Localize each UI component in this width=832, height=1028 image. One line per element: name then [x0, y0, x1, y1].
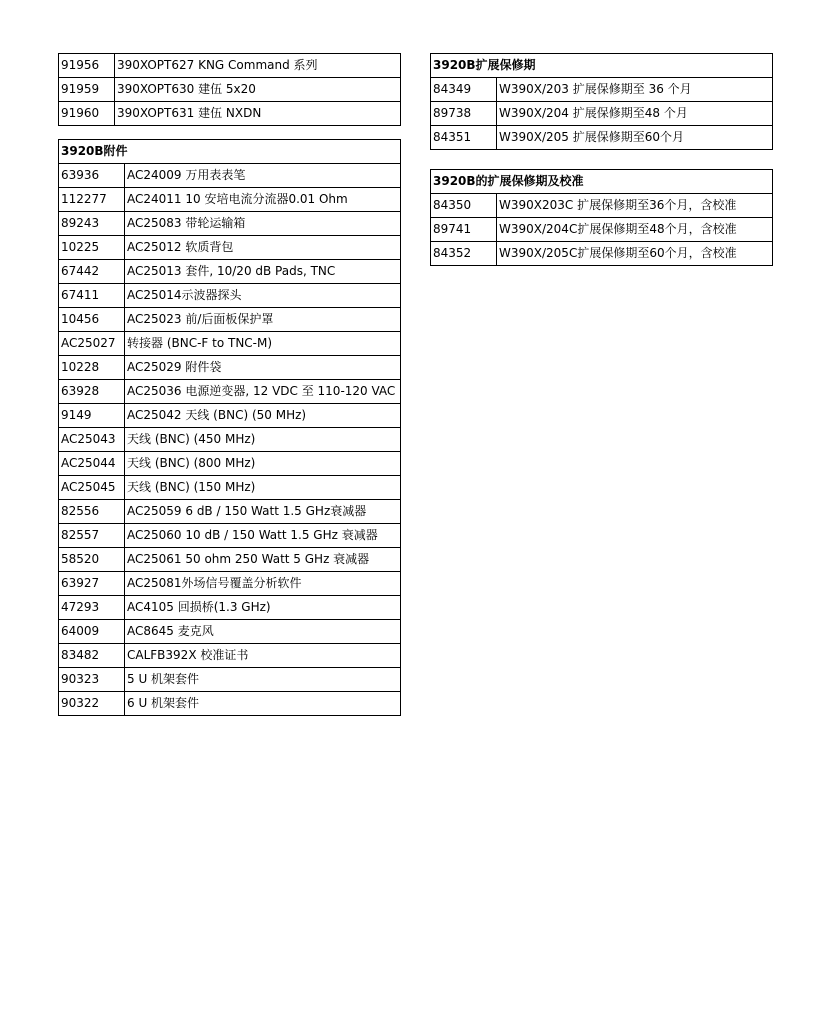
description-cell: AC4105 回损桥(1.3 GHz) — [125, 596, 401, 620]
part-number-cell: 47293 — [59, 596, 125, 620]
accessories-title: 3920B附件 — [59, 140, 401, 164]
table-row — [59, 284, 401, 308]
description-cell: AC25061 50 ohm 250 Watt 5 GHz 衰减器 — [125, 548, 401, 572]
table-row — [59, 548, 401, 572]
table-row — [59, 524, 401, 548]
part-number-cell: 91956 — [59, 54, 115, 78]
description-cell: AC25081外场信号覆盖分析软件 — [125, 572, 401, 596]
table-row — [59, 164, 401, 188]
table-row — [431, 194, 773, 218]
table-row — [59, 596, 401, 620]
table-row — [59, 260, 401, 284]
part-number-cell: 10456 — [59, 308, 125, 332]
table-row — [59, 404, 401, 428]
description-cell: W390X/204 扩展保修期至48 个月 — [497, 102, 773, 126]
part-number-cell: 9149 — [59, 404, 125, 428]
description-cell: AC25014示波器探头 — [125, 284, 401, 308]
accessories-table — [58, 139, 401, 716]
part-number-cell: 83482 — [59, 644, 125, 668]
part-number-cell: 63927 — [59, 572, 125, 596]
description-cell: 天线 (BNC) (800 MHz) — [125, 452, 401, 476]
table-header-row — [431, 170, 773, 194]
table-row — [59, 572, 401, 596]
table-row — [59, 620, 401, 644]
table-row — [59, 332, 401, 356]
option-table — [58, 53, 401, 126]
part-number-cell: 82556 — [59, 500, 125, 524]
table-row — [431, 78, 773, 102]
description-cell: 390XOPT630 建伍 5x20 — [115, 78, 401, 102]
table-row — [59, 668, 401, 692]
description-cell: 5 U 机架套件 — [125, 668, 401, 692]
part-number-cell: AC25027 — [59, 332, 125, 356]
part-number-cell: 63928 — [59, 380, 125, 404]
warranty-calibration-title: 3920B的扩展保修期及校准 — [431, 170, 773, 194]
part-number-cell: 10228 — [59, 356, 125, 380]
accessories-table-body — [59, 140, 401, 716]
part-number-cell: 84349 — [431, 78, 497, 102]
description-cell: 转接器 (BNC-F to TNC-M) — [125, 332, 401, 356]
table-row — [59, 54, 401, 78]
part-number-cell: 64009 — [59, 620, 125, 644]
part-number-cell: 84351 — [431, 126, 497, 150]
table-row — [59, 380, 401, 404]
part-number-cell: 90322 — [59, 692, 125, 716]
description-cell: AC25083 带轮运输箱 — [125, 212, 401, 236]
table-row — [59, 102, 401, 126]
part-number-cell: 67411 — [59, 284, 125, 308]
table-row — [59, 356, 401, 380]
description-cell: AC25059 6 dB / 150 Watt 1.5 GHz衰减器 — [125, 500, 401, 524]
warranty-title: 3920B扩展保修期 — [431, 54, 773, 78]
description-cell: W390X/205C扩展保修期至60个月，含校准 — [497, 242, 773, 266]
description-cell: W390X/204C扩展保修期至48个月，含校准 — [497, 218, 773, 242]
part-number-cell: 89243 — [59, 212, 125, 236]
warranty-calibration-table — [430, 169, 773, 266]
description-cell: AC25013 套件, 10/20 dB Pads, TNC — [125, 260, 401, 284]
description-cell: AC25042 天线 (BNC) (50 MHz) — [125, 404, 401, 428]
table-row — [59, 212, 401, 236]
table-row — [59, 236, 401, 260]
description-cell: AC25060 10 dB / 150 Watt 1.5 GHz 衰减器 — [125, 524, 401, 548]
part-number-cell: 84352 — [431, 242, 497, 266]
table-row — [59, 452, 401, 476]
part-number-cell: 89738 — [431, 102, 497, 126]
part-number-cell: AC25043 — [59, 428, 125, 452]
description-cell: 6 U 机架套件 — [125, 692, 401, 716]
description-cell: AC24011 10 安培电流分流器0.01 Ohm — [125, 188, 401, 212]
description-cell: W390X/203 扩展保修期至 36 个月 — [497, 78, 773, 102]
table-row — [59, 308, 401, 332]
part-number-cell: 90323 — [59, 668, 125, 692]
description-cell: AC25029 附件袋 — [125, 356, 401, 380]
description-cell: 天线 (BNC) (150 MHz) — [125, 476, 401, 500]
table-header-row — [431, 54, 773, 78]
table-row — [59, 644, 401, 668]
table-row — [59, 692, 401, 716]
description-cell: 390XOPT631 建伍 NXDN — [115, 102, 401, 126]
table-row — [431, 126, 773, 150]
table-row — [59, 78, 401, 102]
description-cell: AC8645 麦克风 — [125, 620, 401, 644]
part-number-cell: 58520 — [59, 548, 125, 572]
warranty-table — [430, 53, 773, 150]
table-row — [59, 428, 401, 452]
description-cell: W390X203C 扩展保修期至36个月，含校准 — [497, 194, 773, 218]
part-number-cell: AC25045 — [59, 476, 125, 500]
table-header-row — [59, 140, 401, 164]
description-cell: CALFB392X 校准证书 — [125, 644, 401, 668]
part-number-cell: 84350 — [431, 194, 497, 218]
table-row — [431, 218, 773, 242]
warranty-calibration-table-body — [431, 170, 773, 266]
description-cell: AC25023 前/后面板保护罩 — [125, 308, 401, 332]
warranty-table-body — [431, 54, 773, 150]
description-cell: 390XOPT627 KNG Command 系列 — [115, 54, 401, 78]
table-row — [59, 188, 401, 212]
option-table-body — [59, 54, 401, 126]
description-cell: AC25036 电源逆变器, 12 VDC 至 110-120 VAC — [125, 380, 401, 404]
part-number-cell: 67442 — [59, 260, 125, 284]
part-number-cell: 10225 — [59, 236, 125, 260]
table-row — [59, 476, 401, 500]
part-number-cell: 91959 — [59, 78, 115, 102]
part-number-cell: 89741 — [431, 218, 497, 242]
table-row — [431, 102, 773, 126]
part-number-cell: 82557 — [59, 524, 125, 548]
description-cell: AC24009 万用表表笔 — [125, 164, 401, 188]
table-row — [431, 242, 773, 266]
part-number-cell: 63936 — [59, 164, 125, 188]
description-cell: W390X/205 扩展保修期至60个月 — [497, 126, 773, 150]
part-number-cell: AC25044 — [59, 452, 125, 476]
description-cell: 天线 (BNC) (450 MHz) — [125, 428, 401, 452]
part-number-cell: 91960 — [59, 102, 115, 126]
table-row — [59, 500, 401, 524]
part-number-cell: 112277 — [59, 188, 125, 212]
description-cell: AC25012 软质背包 — [125, 236, 401, 260]
